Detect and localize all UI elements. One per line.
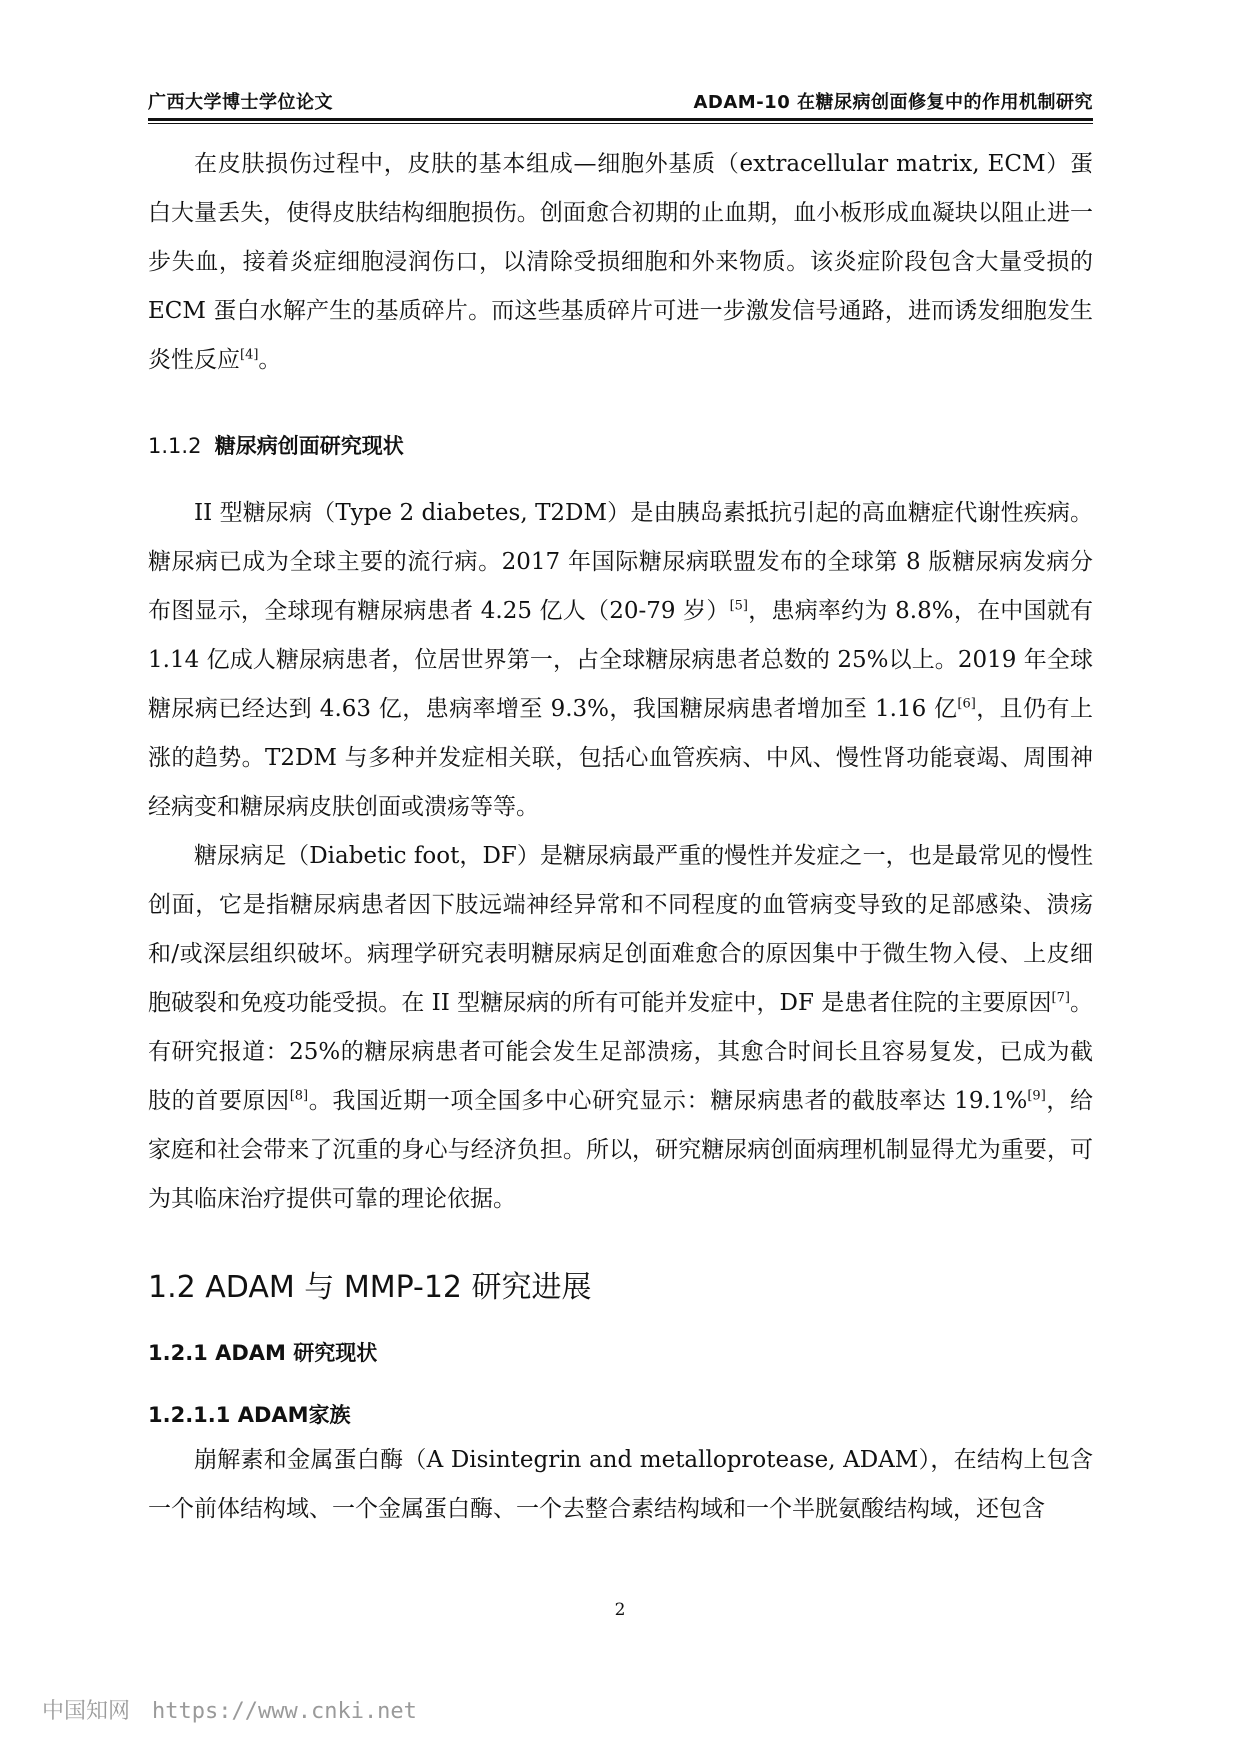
citation-ref: [8] (289, 1088, 309, 1104)
citation-ref: [4] (240, 347, 259, 363)
page-body (148, 140, 1093, 1534)
paragraph-text: ，且仍有上涨的趋势。T2DM 与多种并发症相关联，包括心血管疾病、中风、慢性肾功能衰竭、周围神经病变和糖尿病皮肤创面或溃疡等等。 (148, 696, 1093, 820)
paragraph-diabetic-foot (148, 832, 1093, 1224)
paragraph-text: 。有研究报道：25%的糖尿病患者可能会发生足部溃疡，其愈合时间长且容易复发，已成为截肢的首要原因 (148, 990, 1093, 1114)
watermark-url: https://www.cnki.net (152, 1699, 417, 1724)
paragraph-text: ，患病率约为 8.8%，在中国就有 1.14 亿成人糖尿病患者，位居世界第一，占全球糖尿病患者总数的 25%以上。2019 年全球糖尿病已经达到 4.63 亿，患病率增至 9.3%，我国糖尿病患者增加至 1.16 亿 (148, 598, 1094, 722)
heading-number: 1.1.2 (148, 434, 202, 458)
paragraph-text: ，给家庭和社会带来了沉重的身心与经济负担。所以，研究糖尿病创面病理机制显得尤为重要，可为其临床治疗提供可靠的理论依据。 (148, 1088, 1094, 1212)
page-number: 2 (614, 1600, 626, 1620)
heading-1-2: 1.2 ADAM 与 MMP-12 研究进展 (148, 1270, 592, 1305)
citation-ref: [6] (957, 696, 976, 712)
paragraph-ecm (148, 140, 1093, 385)
paragraph-text: 。 (258, 347, 282, 373)
header-right-thesis-title: ADAM-10 在糖尿病创面修复中的作用机制研究 (693, 92, 1093, 113)
citation-ref: [5] (729, 598, 748, 614)
paragraph-text: 在皮肤损伤过程中，皮肤的基本组成—细胞外基质（extracellular matrix, ECM）蛋白大量丢失，使得皮肤结构细胞损伤。创面愈合初期的止血期，血小板形成血凝块以阻止进一步失血，接着炎症细胞浸润伤口，以清除受损细胞和外来物质。该炎症阶段包含大量受损的 ECM 蛋白水解产生的基质碎片。而这些基质碎片可进一步激发信号通路，进而诱发细胞发生炎性反应 (148, 151, 1093, 373)
citation-ref: [7] (1051, 990, 1070, 1006)
heading-1-2-1-1: 1.2.1.1 ADAM家族 (148, 1403, 351, 1427)
paragraph-text: 糖尿病足（Diabetic foot，DF）是糖尿病最严重的慢性并发症之一，也是最常见的慢性创面，它是指糖尿病患者因下肢远端神经异常和不同程度的血管病变导致的足部感染、溃疡和/或深层组织破坏。病理学研究表明糖尿病足创面难愈合的原因集中于微生物入侵、上皮细胞破裂和免疫功能受损。在 II 型糖尿病的所有可能并发症中，DF 是患者住院的主要原因 (148, 843, 1093, 1016)
cnki-watermark (42, 1694, 417, 1725)
paragraph-text: II 型糖尿病（Type 2 diabetes, T2DM）是由胰岛素抵抗引起的高血糖症代谢性疾病。糖尿病已成为全球主要的流行病。2017 年国际糖尿病联盟发布的全球第 8 版糖尿病发病分布图显示，全球现有糖尿病患者 4.25 亿人（20-79 岁） (148, 500, 1093, 624)
header-left-thesis-type: 广西大学博士学位论文 (148, 92, 333, 113)
heading-1-1-2 (148, 431, 1093, 461)
paragraph-t2dm (148, 489, 1093, 832)
paragraph-text: 。我国近期一项全国多中心研究显示：糖尿病患者的截肢率达 19.1% (308, 1088, 1028, 1114)
watermark-site-name: 中国知网 (42, 1699, 131, 1724)
running-header (148, 86, 1093, 114)
heading-1-2-1: 1.2.1 ADAM 研究现状 (148, 1341, 378, 1365)
heading-title: 糖尿病创面研究现状 (214, 434, 404, 458)
paragraph-adam: 崩解素和金属蛋白酶（A Disintegrin and metalloprotease, ADAM），在结构上包含一个前体结构域、一个金属蛋白酶、一个去整合素结构域和一个半胱氨酸结构域，还包含 (148, 1447, 1093, 1522)
header-rule-thick (148, 118, 1093, 121)
citation-ref: [9] (1027, 1088, 1046, 1104)
header-rule-thin (148, 123, 1093, 124)
